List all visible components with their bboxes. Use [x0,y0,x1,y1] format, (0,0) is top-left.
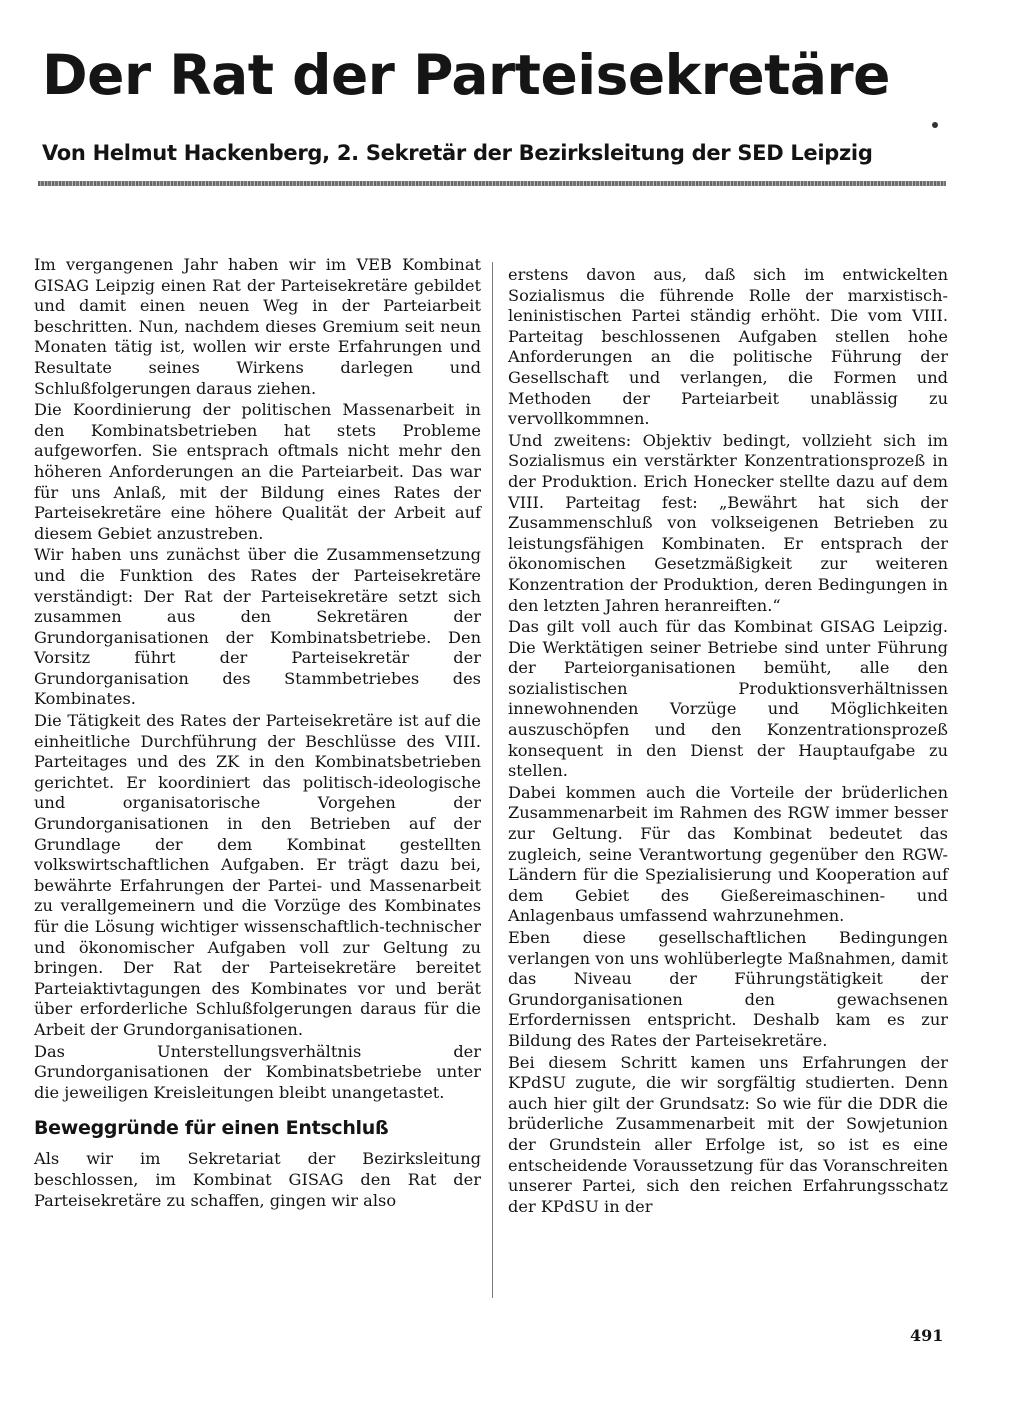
paragraph: Im vergangenen Jahr haben wir im VEB Kombinat GISAG Leipzig einen Rat der Parteisekretäre gebildet und damit einen neuen Weg in der Parteiarbeit beschritten. Nun, nachdem dieses Gremium seit neun Monaten tätig ist, wollen wir erste Erfahrungen und Resultate seines Wirkens darlegen und Schlußfolgerungen daraus ziehen. [34,255,481,398]
print-speck [932,122,938,128]
paragraph: Eben diese gesellschaftlichen Bedingungen verlangen von uns wohlüberlegte Maßnahmen, damit das Niveau der Führungstätigkeit der Grundorganisationen den gewachsenen Erfordernissen entspricht. Deshalb kam es zur Bildung des Rates der Parteisekretäre. [508,928,948,1050]
page-number: 491 [910,1326,944,1345]
paragraph: Das Unterstellungsverhältnis der Grundorganisationen der Kombinatsbetriebe unter die jeweiligen Kreisleitungen bleibt unangetastet. [34,1041,481,1102]
article-title: Der Rat der Parteisekretäre [42,43,890,107]
paragraph: Und zweitens: Objektiv bedingt, vollzieht sich im Sozialismus ein verstärkter Konzentrationsprozeß in der Produktion. Erich Honecker stellte dazu auf dem VIII. Parteitag fest: „Bewährt hat sich der Zusammenschluß von volkseigenen Betrieben zu leistungsfähigen Kombinaten. Er entsprach der ökonomischen Gesetzmäßigkeit zur weiteren Konzentration der Produktion, deren Bedingungen in den letzten Jahren heranreiften.“ [508,430,948,615]
paragraph: Dabei kommen auch die Vorteile der brüderlichen Zusammenarbeit im Rahmen des RGW immer besser zur Geltung. Für das Kombinat bedeutet das zugleich, seine Verantwortung gegenüber den RGW-Ländern für die Spezialisierung und Kooperation auf dem Gebiet des Gießereimaschinen- und Anlagenbaus umfassend wahrzunehmen. [508,782,948,926]
right-column [508,265,948,1218]
title-rule [38,181,946,186]
paragraph: Bei diesem Schritt kamen uns Erfahrungen der KPdSU zugute, die wir sorgfältig studierten. Denn auch hier gilt der Grundsatz: So wie für die DDR die brüderliche Zusammenarbeit mit der Sowjetunion der Grundstein aller Erfolge ist, so ist es eine entscheidende Voraussetzung für das Voranschreiten unserer Partei, sich den reichen Erfahrungsschatz der KPdSU in der [508,1052,948,1216]
paragraph: Die Koordinierung der politischen Massenarbeit in den Kombinatsbetrieben hat stets Probleme aufgeworfen. Sie entsprach oftmals nicht mehr den höheren Anforderungen an die Parteiarbeit. Das war für uns Anlaß, mit der Bildung eines Rates der Parteisekretäre eine höhere Qualität der Arbeit auf diesem Gebiet anzustreben. [34,400,481,543]
paragraph: Wir haben uns zunächst über die Zusammensetzung und die Funktion des Rates der Parteisekretäre verständigt: Der Rat der Parteisekretäre setzt sich zusammen aus den Sekretären der Grundorganisationen der Kombinatsbetriebe. Den Vorsitz führt der Parteisekretär der Grundorganisation des Stammbetriebes des Kombinates. [34,545,481,709]
paragraph: Die Tätigkeit des Rates der Parteisekretäre ist auf die einheitliche Durchführung der Beschlüsse des VIII. Parteitages und des ZK in den Kombinatsbetrieben gerichtet. Er koordiniert das politisch-ideologische und organisatorische Vorgehen der Grundorganisationen in den Betrieben auf der Grundlage der dem Kombinat gestellten volkswirtschaftlichen Aufgaben. Er trägt dazu bei, bewährte Erfahrungen der Partei- und Massenarbeit zu verallgemeinern und die Vorzüge des Kombinates für die Lösung wichtiger wissenschaftlich-technischer und ökonomischer Aufgaben voll zur Geltung zu bringen. Der Rat der Parteisekretäre bereitet Parteiaktivtagungen des Kombinates vor und berät über erforderliche Schlußfolgerungen daraus für die Arbeit der Grundorganisationen. [34,711,481,1039]
paragraph: erstens davon aus, daß sich im entwickelten Sozialismus die führende Rolle der marxistisch-leninistischen Partei ständig erhöht. Die vom VIII. Parteitag beschlossenen Aufgaben stellen hohe Anforderungen an die politische Führung der Gesellschaft und verlangen, die Formen und Methoden der Parteiarbeit unablässig zu vervollkommnen. [508,265,948,429]
left-column [34,255,481,1212]
paragraph: Als wir im Sekretariat der Bezirksleitung beschlossen, im Kombinat GISAG den Rat der Parteisekretäre zu schaffen, gingen wir also [34,1149,481,1210]
section-heading: Beweggründe für einen Entschluß [34,1117,389,1140]
column-divider [492,262,493,1298]
article-byline: Von Helmut Hackenberg, 2. Sekretär der Bezirksleitung der SED Leipzig [42,141,873,165]
paragraph: Das gilt voll auch für das Kombinat GISAG Leipzig. Die Werktätigen seiner Betriebe sind unter Führung der Parteiorganisationen bemüht, alle den sozialistischen Produktionsverhältnissen innewohnenden Vorzüge und Möglichkeiten auszuschöpfen und den Konzentrationsprozeß konsequent in den Dienst der Hauptaufgabe zu stellen. [508,617,948,781]
